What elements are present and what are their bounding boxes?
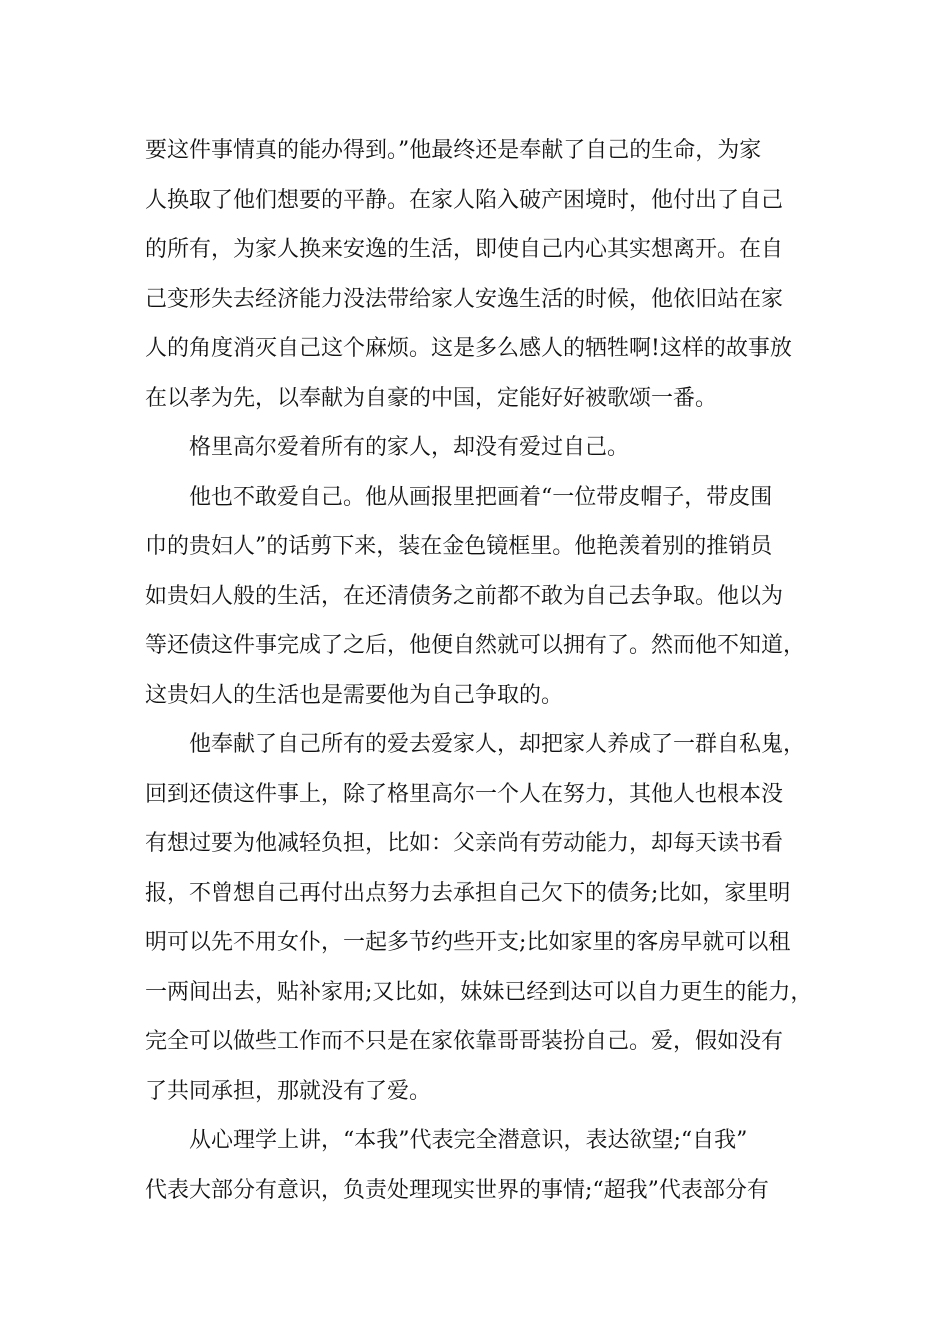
text-line: 这贵妇人的生活也是需要他为自己争取的。 [145, 682, 564, 708]
text-line: 了共同承担，那就没有了爱。 [145, 1078, 432, 1104]
text-line: 一两间出去，贴补家用;又比如，妹妹已经到达可以自力更生的能力， [145, 979, 813, 1005]
paragraph-3 [145, 473, 825, 721]
paragraph-1 [145, 126, 825, 423]
text-line: 报，不曾想自己再付出点努力去承担自己欠下的债务;比如，家里明 [145, 880, 791, 906]
text-line: 完全可以做些工作而不只是在家依靠哥哥装扮自己。爱，假如没有 [145, 1029, 784, 1054]
text-line: 己变形失去经济能力没法带给家人安逸生活的时候，他依旧站在家 [145, 286, 784, 312]
paragraph-2 [145, 423, 825, 473]
text-line: 如贵妇人般的生活，在还清债务之前都不敢为自己去争取。他以为 [145, 583, 784, 609]
text-line: 从心理学上讲，“本我”代表完全潜意识，表达欲望;“自我” [189, 1128, 748, 1153]
text-line: 的所有，为家人换来安逸的生活，即使自己内心其实想离开。在自 [145, 237, 784, 262]
paragraph-4 [145, 720, 825, 1116]
text-line: 人换取了他们想要的平静。在家人陷入破产困境时，他付出了自己 [145, 187, 784, 213]
text-line: 有想过要为他减轻负担，比如：父亲尚有劳动能力，却每天读书看 [145, 831, 784, 856]
text-line: 格里高尔爱着所有的家人，却没有爱过自己。 [189, 435, 630, 460]
paragraph-5 [145, 1116, 825, 1215]
text-line: 他奉献了自己所有的爱去爱家人，却把家人养成了一群自私鬼， [189, 732, 806, 757]
text-line: 要这件事情真的能办得到。”他最终还是奉献了自己的生命，为家 [145, 138, 762, 163]
document-body [145, 126, 825, 1215]
text-line: 代表大部分有意识，负责处理现实世界的事情;“超我”代表部分有 [145, 1177, 769, 1203]
text-line: 明可以先不用女仆，一起多节约些开支;比如家里的客房早就可以租 [145, 930, 791, 955]
text-line: 巾的贵妇人”的话剪下来，装在金色镜框里。他艳羡着别的推销员 [145, 534, 773, 559]
text-line: 等还债这件事完成了之后，他便自然就可以拥有了。然而他不知道， [145, 633, 806, 658]
text-line: 他也不敢爱自己。他从画报里把画着“一位带皮帽子，带皮围 [189, 484, 773, 510]
text-line: 在以孝为先，以奉献为自豪的中国，定能好好被歌颂一番。 [145, 385, 718, 411]
text-line: 回到还债这件事上，除了格里高尔一个人在努力，其他人也根本没 [145, 781, 784, 807]
text-line: 人的角度消灭自己这个麻烦。这是多么感人的牺牲啊!这样的故事放 [145, 336, 792, 361]
